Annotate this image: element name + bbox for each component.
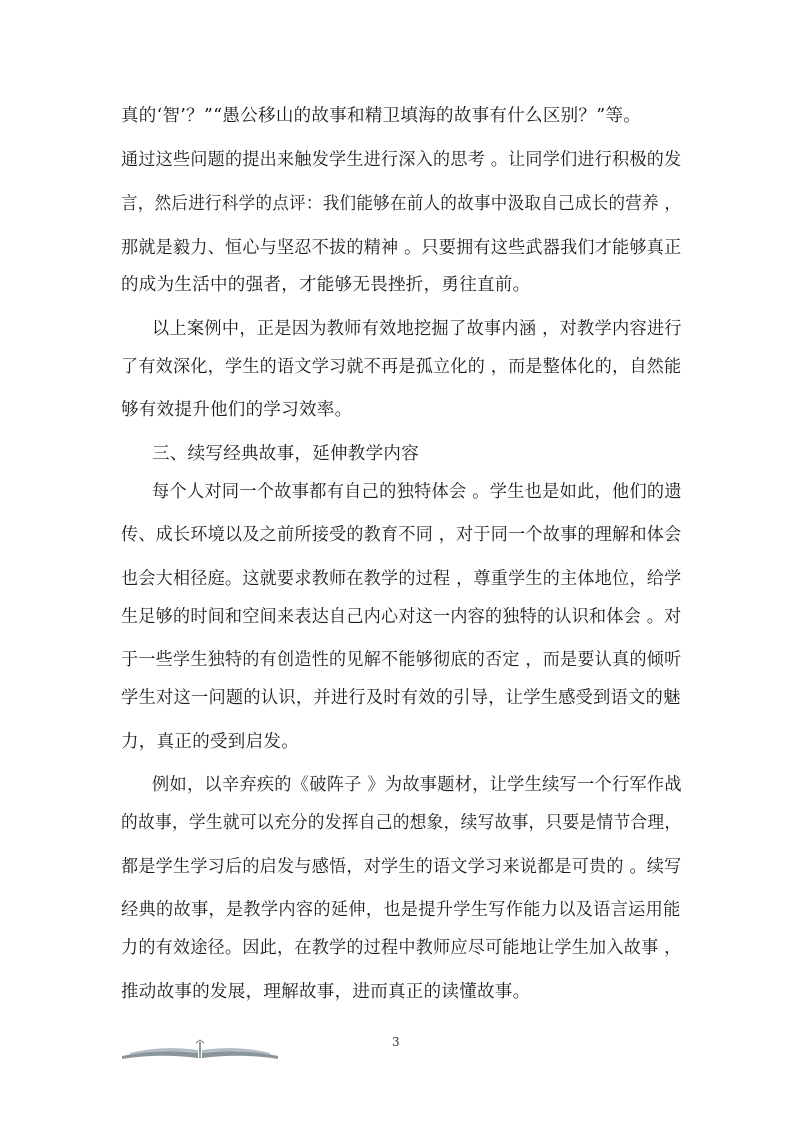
line-6: 以上案例中，正是因为教师有效地挖掘了故事内涵 ，对教学内容进行 bbox=[152, 319, 682, 339]
line-1: 真的‘智’？”“愚公移山的故事和精卫填海的故事有什么区别？”等。 bbox=[121, 106, 642, 126]
open-book-icon bbox=[120, 1038, 280, 1060]
line-19: 都是学生学习后的启发与感悟，对学生的语文学习来说都是可贵的 。续写 bbox=[121, 857, 682, 877]
line-12: 也会大相径庭。这就要求教师在教学的过程 ，尊重学生的主体地位，给学 bbox=[121, 569, 682, 589]
line-8: 够有效提升他们的学习效率。 bbox=[121, 400, 353, 420]
line-17: 例如，以辛弃疾的《破阵子 》为故事题材，让学生续写一个行军作战 bbox=[152, 775, 682, 795]
line-20: 经典的故事，是教学内容的延伸，也是提升学生写作能力以及语言运用能 bbox=[121, 900, 681, 920]
line-11: 传、成长环境以及之前所接受的教育不同 ，对于同一个故事的理解和体会 bbox=[121, 525, 682, 545]
line-10: 每个人对同一个故事都有自己的独特体会 。学生也是如此，他们的遗 bbox=[152, 482, 682, 502]
line-18: 的故事，学生就可以充分的发挥自己的想象，续写故事，只要是情节合理， bbox=[121, 813, 682, 833]
line-13: 生足够的时间和空间来表达自己内心对这一内容的独特的认识和体会 。对 bbox=[121, 607, 682, 627]
line-14: 于一些学生独特的有创造性的见解不能够彻底的否定 ，而是要认真的倾听 bbox=[121, 650, 682, 670]
section-heading: 三、续写经典故事，延伸教学内容 bbox=[152, 444, 419, 464]
line-2: 通过这些问题的提出来触发学生进行深入的思考 。让同学们进行积极的发 bbox=[121, 150, 682, 170]
line-22: 推动故事的发展，理解故事，进而真正的读懂故事。 bbox=[121, 982, 531, 1002]
line-21: 力的有效途径。因此，在教学的过程中教师应尽可能地让学生加入故事 ， bbox=[121, 938, 682, 958]
line-5: 的成为生活中的强者，才能够无畏挫折，勇往直前。 bbox=[121, 275, 531, 295]
page-number: 3 bbox=[392, 1035, 400, 1049]
line-3: 言，然后进行科学的点评：我们能够在前人的故事中汲取自己成长的营养 ， bbox=[121, 194, 682, 214]
line-15: 学生对这一问题的认识，并进行及时有效的引导，让学生感受到语文的魅 bbox=[121, 688, 681, 708]
line-7: 了有效深化，学生的语文学习就不再是孤立化的 ，而是整体化的，自然能 bbox=[121, 357, 682, 377]
line-4: 那就是毅力、恒心与坚忍不拔的精神 。只要拥有这些武器我们才能够真正 bbox=[121, 238, 682, 258]
line-16: 力，真正的受到启发。 bbox=[121, 732, 299, 752]
